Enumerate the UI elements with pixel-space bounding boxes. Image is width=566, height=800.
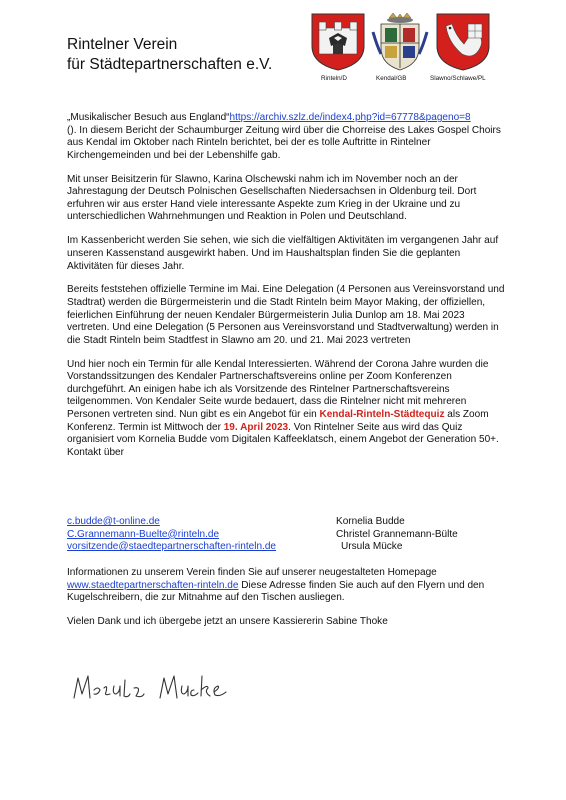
- slawno-crest-icon: [434, 12, 492, 72]
- paragraph-cash-report: Im Kassenbericht werden Sie sehen, wie sich die vielfältigen Aktivitäten im vergangenen Jahr auf unseren Kassenstand ausgewirkt haben. Und im Haushaltsplan finden Sie die geplanten Aktivitäten für dieses Jahr.: [67, 235, 499, 272]
- contact-email-link[interactable]: c.budde@t-online.de: [67, 516, 160, 527]
- quiz-text-a: Und hier noch ein Termin für alle Kendal Interessierten. Während der Corona Jahre wurden die Vorstandssitzungen des Kendaler Partnerschaftsvereins online per Zoom Konferenzen durchgeführt. An einigen habe ich als Vorsitzende des Rintelner Partnerschaftsvereins teilgenommen. Von Kendaler Seite wurde bedauert, dass die Rintelner nicht mit mehreren Personen vertreten sind. Nun gibt es ein Angebot für ein: [67, 358, 489, 421]
- press-report-link[interactable]: https://archiv.szlz.de/index4.php?id=67778&pageno=8: [229, 112, 471, 123]
- letter-body: [67, 112, 507, 471]
- contact-row: [67, 516, 507, 529]
- paragraph-may-dates: Bereits feststehen offizielle Termine im Mai. Eine Delegation (4 Personen aus Vereinsvorstand und Stadtrat) werden die Bürgermeisterin und die Stadt Rinteln beim Mayor Making, der offiziellen, feierlichen Einführung der neuen Kendaler Bürgermeisterin Julia Dunlop am 18. Mai 2023 vertreten. Und eine Delegation (5 Personen aus Vereinsvorstand und Stadtverwaltung) werden in die Stadt Rinteln beim Stadtfest in Slawno am 20. und 21. Mai 2023 vertreten: [67, 284, 505, 346]
- contact-name: Ursula Mücke: [341, 541, 403, 553]
- contact-name: Christel Grannemann-Bülte: [336, 528, 458, 540]
- crest-label-kendal: Kendal/GB: [376, 75, 407, 82]
- handwritten-signature: [70, 668, 240, 708]
- press-report-title: „Musikalischer Besuch aus England“: [67, 112, 230, 123]
- press-report-text: (). In diesem Bericht der Schaumburger Zeitung wird über die Chorreise des Lakes Gospel Choirs aus Kendal im Oktober nach Rinteln berichtet, bei der es tolle Auftritte in Rintelner Kirchengemeinden und bei der Lebenshilfe gab.: [67, 124, 501, 161]
- crest-label-slawno: Slawno/Schlawe/PL: [430, 75, 486, 82]
- paragraph-thanks: Vielen Dank und ich übergebe jetzt an unsere Kassiererin Sabine Thoke: [67, 616, 388, 628]
- contact-name: Kornelia Budde: [336, 516, 405, 527]
- homepage-text-a: Informationen zu unserem Verein finden Sie auf unserer neugestalteten Homepage: [67, 567, 437, 578]
- homepage-link[interactable]: www.staedtepartnerschaften-rinteln.de: [67, 579, 239, 591]
- contact-row: [67, 541, 507, 554]
- rinteln-crest-icon: [309, 12, 367, 72]
- organization-title: [67, 35, 272, 75]
- contact-email-link[interactable]: C.Grannemann-Buelte@rinteln.de: [67, 528, 220, 540]
- title-line-2: für Städtepartnerschaften e.V.: [67, 56, 273, 73]
- paragraph-slawno-meeting: Mit unser Beisitzerin für Slawno, Karina Olschewski nahm ich im November noch an der Jahrestagung der Deutsch Polnischen Gesellschaften Niedersachsen in Oldenburg teil. Dort erfuhren wir aus erster Hand viele interessante Aspekte zum Krieg in der Ukraine und zu unterschiedlichen Wahrnehmungen und Reaktion in Polen und Deutschland.: [67, 173, 477, 223]
- letter-closing: [67, 567, 507, 640]
- paragraph-press-report: [67, 112, 507, 162]
- paragraph-homepage: [67, 567, 507, 605]
- crest-label-rinteln: Rinteln/D: [321, 75, 347, 82]
- kendal-crest-icon: [371, 12, 429, 72]
- quiz-date-highlight: 19. April 2023: [223, 421, 289, 433]
- title-line-1: Rintelner Verein: [67, 36, 178, 53]
- partner-city-crests: [309, 12, 559, 92]
- quiz-text-c: . Von Rintelner Seite aus wird das Quiz organisiert vom Kornelia Budde vom Digitalen Kaffeeklatsch, einem Angebot der Generation 50+. Kontakt über: [67, 421, 499, 458]
- paragraph-kendal-quiz: [67, 359, 507, 460]
- quiz-text-b: als Zoom Konferenz. Termin ist Mittwoch der: [67, 409, 489, 433]
- contact-list: [67, 516, 507, 554]
- quiz-title-highlight: Kendal-Rinteln-Städtequiz: [319, 409, 445, 421]
- contact-row: [67, 529, 507, 542]
- contact-email-link[interactable]: vorsitzende@staedtepartnerschaften-rinteln.de: [67, 541, 277, 553]
- homepage-text-b: Diese Adresse finden Sie auch auf den Flyern und den Kugelschreibern, die zur Mitnahme auf den Tischen ausliegen.: [67, 579, 485, 604]
